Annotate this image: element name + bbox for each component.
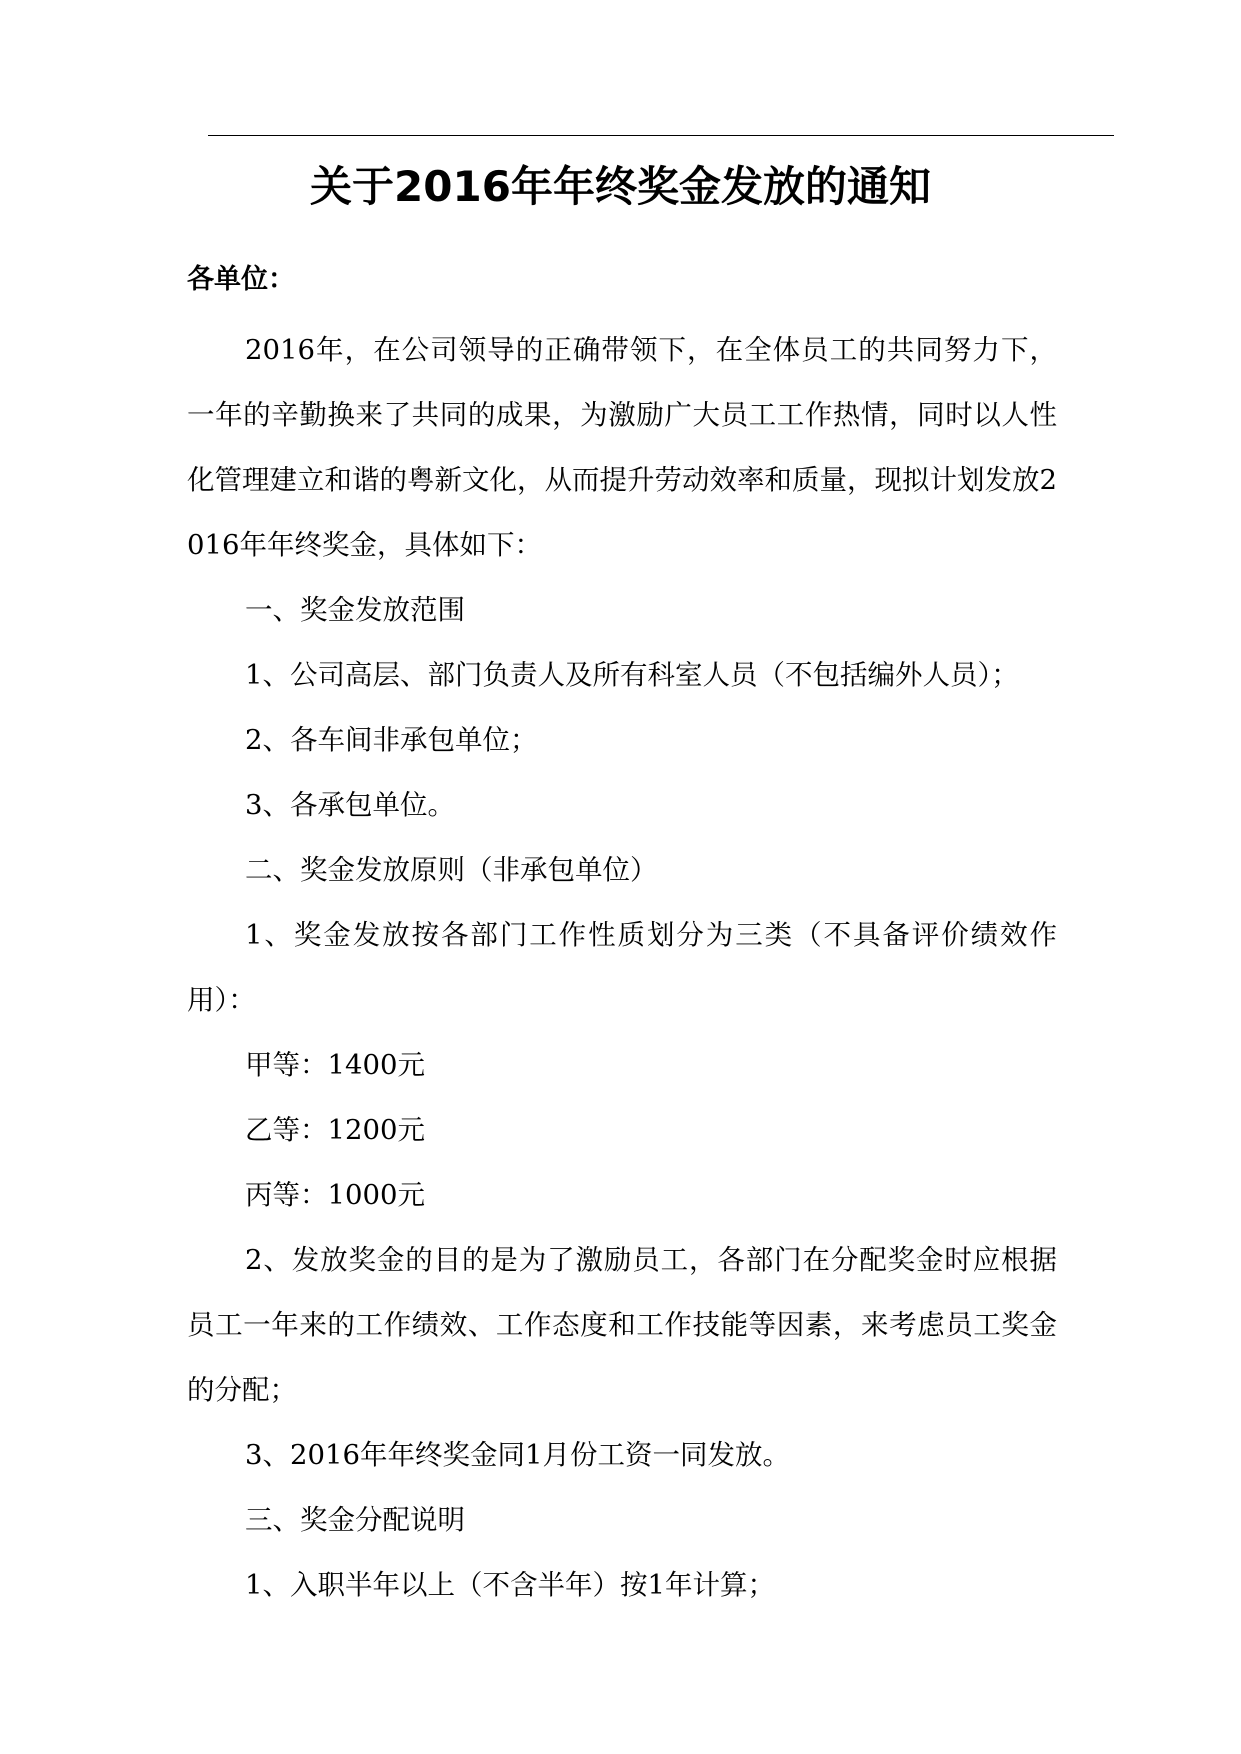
intro-paragraph: 2016年，在公司领导的正确带领下，在全体员工的共同努力下，一年的辛勤换来了共同的成果，为激励广大员工工作热情，同时以人性化管理建立和谐的粤新文化，从而提升劳动效率和质量，现拟计划发放2016年年终奖金，具体如下： [187,334,1057,561]
section2-item-2: 2、发放奖金的目的是为了激励员工，各部门在分配奖金时应根据员工一年来的工作绩效、工作态度和工作技能等因素，来考虑员工奖金的分配； [187,1244,1057,1406]
section1-item-3: 3、各承包单位。 [245,789,455,821]
document-body [187,318,1057,1618]
document-title: 关于2016年年终奖金发放的通知 [310,162,931,211]
section2-heading: 二、奖金发放原则（非承包单位） [245,854,658,886]
section1-item-1: 1、公司高层、部门负责人及所有科室人员（不包括编外人员）； [245,659,1019,691]
grade-a-amount: 甲等：1400元 [245,1049,425,1081]
header-rule [208,135,1114,136]
section3-item-1: 1、入职半年以上（不含半年）按1年计算； [245,1569,775,1601]
section1-heading: 一、奖金发放范围 [245,594,465,626]
salutation: 各单位： [187,264,295,295]
section2-item-3: 3、2016年年终奖金同1月份工资一同发放。 [245,1439,790,1471]
section1-item-2: 2、各车间非承包单位； [245,724,538,756]
section3-heading: 三、奖金分配说明 [245,1504,465,1536]
grade-c-amount: 丙等：1000元 [245,1179,425,1211]
section2-item-1: 1、奖金发放按各部门工作性质划分为三类（不具备评价绩效作用）： [187,919,1057,1016]
grade-b-amount: 乙等：1200元 [245,1114,425,1146]
